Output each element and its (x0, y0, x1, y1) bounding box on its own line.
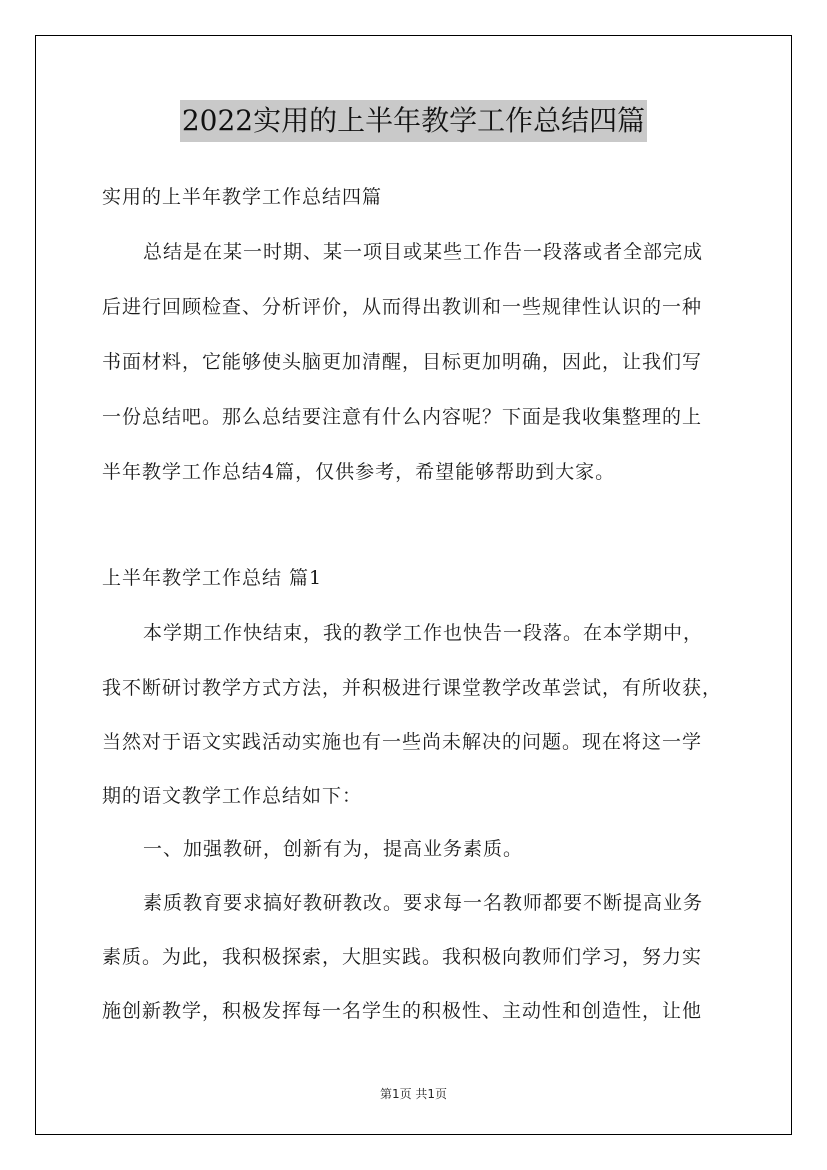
intro-line: 书面材料，它能够使头脑更加清醒，目标更加明确，因此，让我们写 (102, 351, 703, 373)
paragraph-line: 施创新教学，积极发挥每一名学生的积极性、主动性和创造性，让他 (102, 1000, 703, 1022)
point-heading: 一、加强教研，创新有为，提高业务素质。 (143, 838, 524, 860)
paragraph-line: 本学期工作快结束，我的教学工作也快告一段落。在本学期中， (143, 622, 704, 644)
document-title: 2022实用的上半年教学工作总结四篇 (180, 100, 647, 142)
document-subtitle: 实用的上半年教学工作总结四篇 (102, 186, 383, 208)
section-heading: 上半年教学工作总结 篇1 (102, 567, 323, 589)
paragraph-line: 我不断研讨教学方式方法，并积极进行课堂教学改革尝试，有所收获， (102, 677, 723, 699)
intro-line: 总结是在某一时期、某一项目或某些工作告一段落或者全部完成 (143, 241, 704, 263)
intro-line: 半年教学工作总结4篇，仅供参考，希望能够帮助到大家。 (102, 461, 616, 483)
paragraph-line: 素质。为此，我积极探索，大胆实践。我积极向教师们学习，努力实 (102, 946, 703, 968)
intro-line: 后进行回顾检查、分析评价，从而得出教训和一些规律性认识的一种 (102, 296, 703, 318)
paragraph-line: 素质教育要求搞好教研教改。要求每一名教师都要不断提高业务 (143, 892, 704, 914)
intro-line: 一份总结吧。那么总结要注意有什么内容呢？下面是我收集整理的上 (102, 406, 703, 428)
page-footer: 第1页 共1页 (379, 1087, 448, 1101)
paragraph-line: 当然对于语文实践活动实施也有一些尚未解决的问题。现在将这一学 (102, 731, 703, 753)
paragraph-line: 期的语文教学工作总结如下： (102, 785, 363, 807)
title-container (0, 100, 827, 142)
